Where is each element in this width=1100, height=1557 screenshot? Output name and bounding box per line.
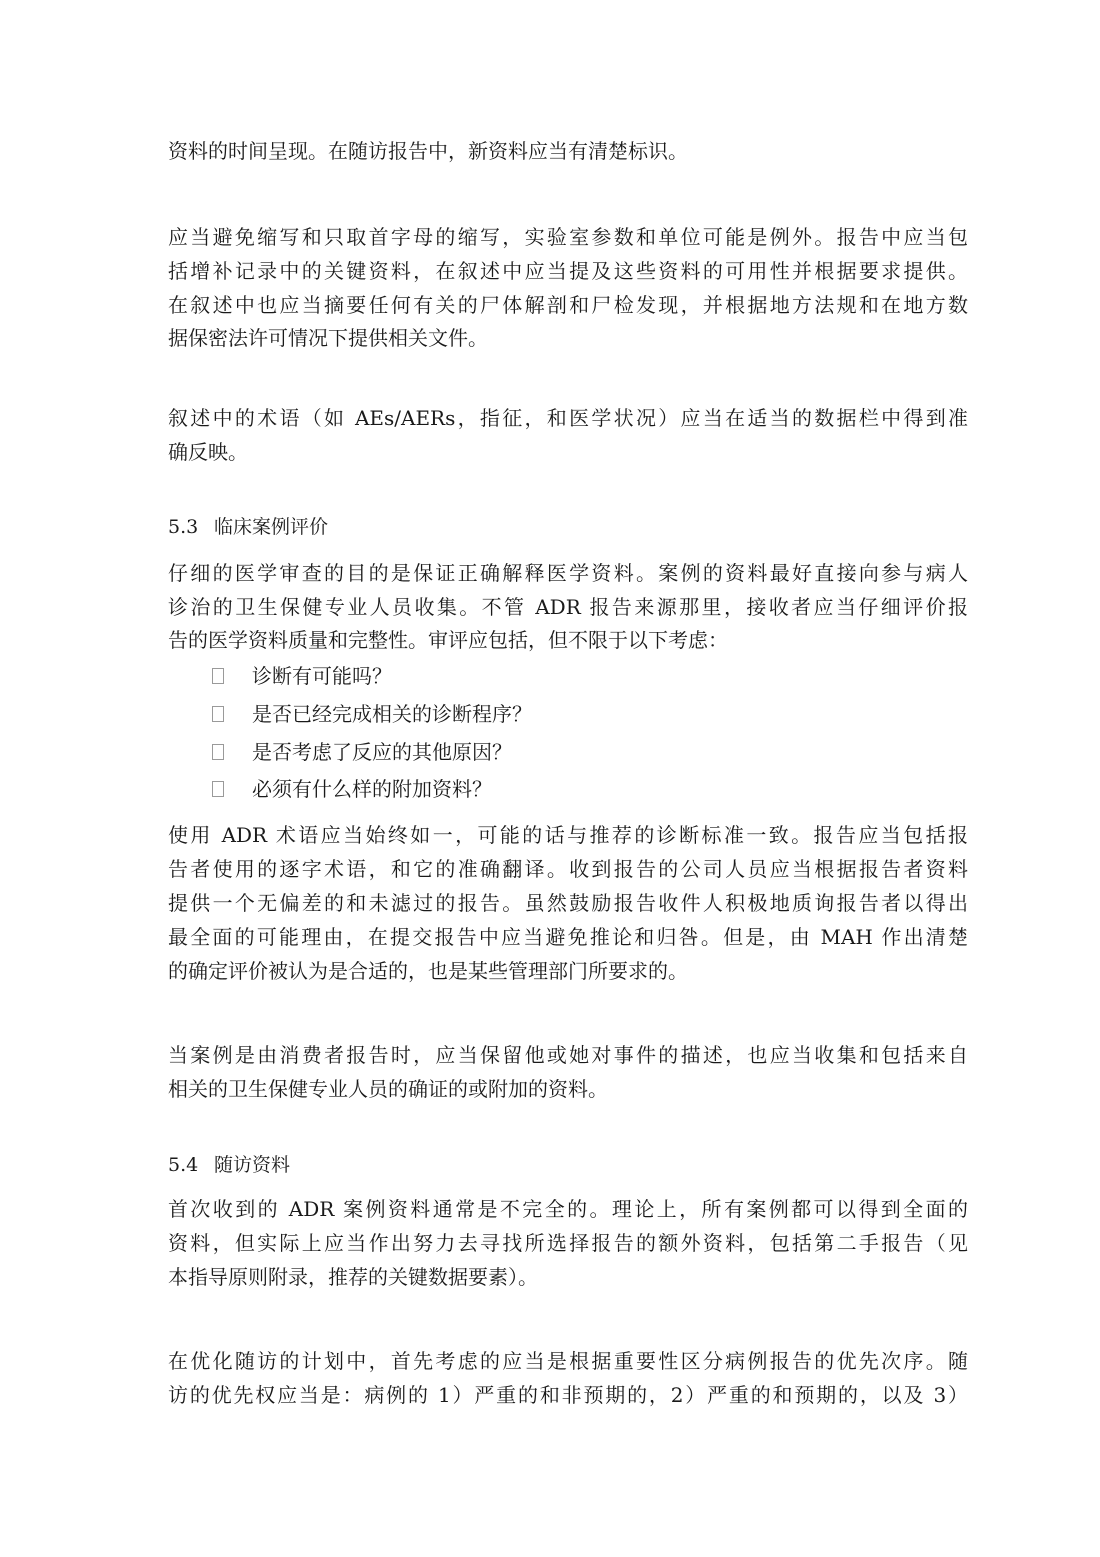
section-heading-5-4 — [168, 1150, 290, 1180]
bullet-box-icon — [212, 744, 224, 760]
paragraph-line: 诊治的卫生保健专业人员收集。不管 ADR 报告来源那里，接收者应当仔细评价报 — [168, 595, 968, 619]
list-item: 是否已经完成相关的诊断程序？ — [212, 699, 532, 729]
section-title: 随访资料 — [214, 1154, 291, 1176]
bullet-box-icon — [212, 706, 224, 722]
paragraph-line: 本指导原则附录，推荐的关键数据要素）。 — [168, 1265, 538, 1289]
paragraph-line: 资料，但实际上应当作出努力去寻找所选择报告的额外资料，包括第二手报告（见 — [168, 1231, 968, 1255]
paragraph-line: 首次收到的 ADR 案例资料通常是不完全的。理论上，所有案例都可以得到全面的 — [168, 1197, 968, 1221]
paragraph-line: 的确定评价被认为是合适的，也是某些管理部门所要求的。 — [168, 959, 688, 983]
paragraph-line: 资料的时间呈现。在随访报告中，新资料应当有清楚标识。 — [168, 139, 688, 163]
section-title: 临床案例评价 — [214, 516, 329, 538]
section-number: 5.3 — [168, 516, 199, 538]
paragraph-line: 使用 ADR 术语应当始终如一，可能的话与推荐的诊断标准一致。报告应当包括报 — [168, 823, 968, 847]
paragraph-line: 访的优先权应当是：病例的 1）严重的和非预期的，2）严重的和预期的，以及 3） — [168, 1383, 968, 1407]
list-item: 诊断有可能吗？ — [212, 661, 392, 691]
paragraph-line: 提供一个无偏差的和未滤过的报告。虽然鼓励报告收件人积极地质询报告者以得出 — [168, 891, 968, 915]
paragraph-line: 确反映。 — [168, 440, 248, 464]
paragraph-line: 在叙述中也应当摘要任何有关的尸体解剖和尸检发现，并根据地方法规和在地方数 — [168, 293, 968, 317]
paragraph-line: 告的医学资料质量和完整性。审评应包括，但不限于以下考虑： — [168, 628, 728, 652]
section-heading-5-3 — [168, 512, 328, 542]
list-item: 必须有什么样的附加资料？ — [212, 774, 492, 804]
paragraph-line: 据保密法许可情况下提供相关文件。 — [168, 326, 488, 350]
bullet-box-icon — [212, 781, 224, 797]
paragraph-line: 仔细的医学审查的目的是保证正确解释医学资料。案例的资料最好直接向参与病人 — [168, 561, 968, 585]
paragraph-line: 叙述中的术语（如 AEs/AERs，指征，和医学状况）应当在适当的数据栏中得到准 — [168, 406, 968, 430]
list-item: 是否考虑了反应的其他原因？ — [212, 737, 512, 767]
bullet-box-icon — [212, 668, 224, 684]
paragraph-line: 最全面的可能理由，在提交报告中应当避免推论和归咎。但是，由 MAH 作出清楚 — [168, 925, 968, 949]
paragraph-line: 括增补记录中的关键资料，在叙述中应当提及这些资料的可用性并根据要求提供。 — [168, 259, 968, 283]
section-number: 5.4 — [168, 1154, 199, 1176]
paragraph-line: 当案例是由消费者报告时，应当保留他或她对事件的描述，也应当收集和包括来自 — [168, 1043, 968, 1067]
paragraph-line: 告者使用的逐字术语，和它的准确翻译。收到报告的公司人员应当根据报告者资料 — [168, 857, 968, 881]
paragraph-line: 应当避免缩写和只取首字母的缩写，实验室参数和单位可能是例外。报告中应当包 — [168, 225, 968, 249]
paragraph-line: 在优化随访的计划中，首先考虑的应当是根据重要性区分病例报告的优先次序。随 — [168, 1349, 968, 1373]
paragraph-line: 相关的卫生保健专业人员的确证的或附加的资料。 — [168, 1077, 608, 1101]
